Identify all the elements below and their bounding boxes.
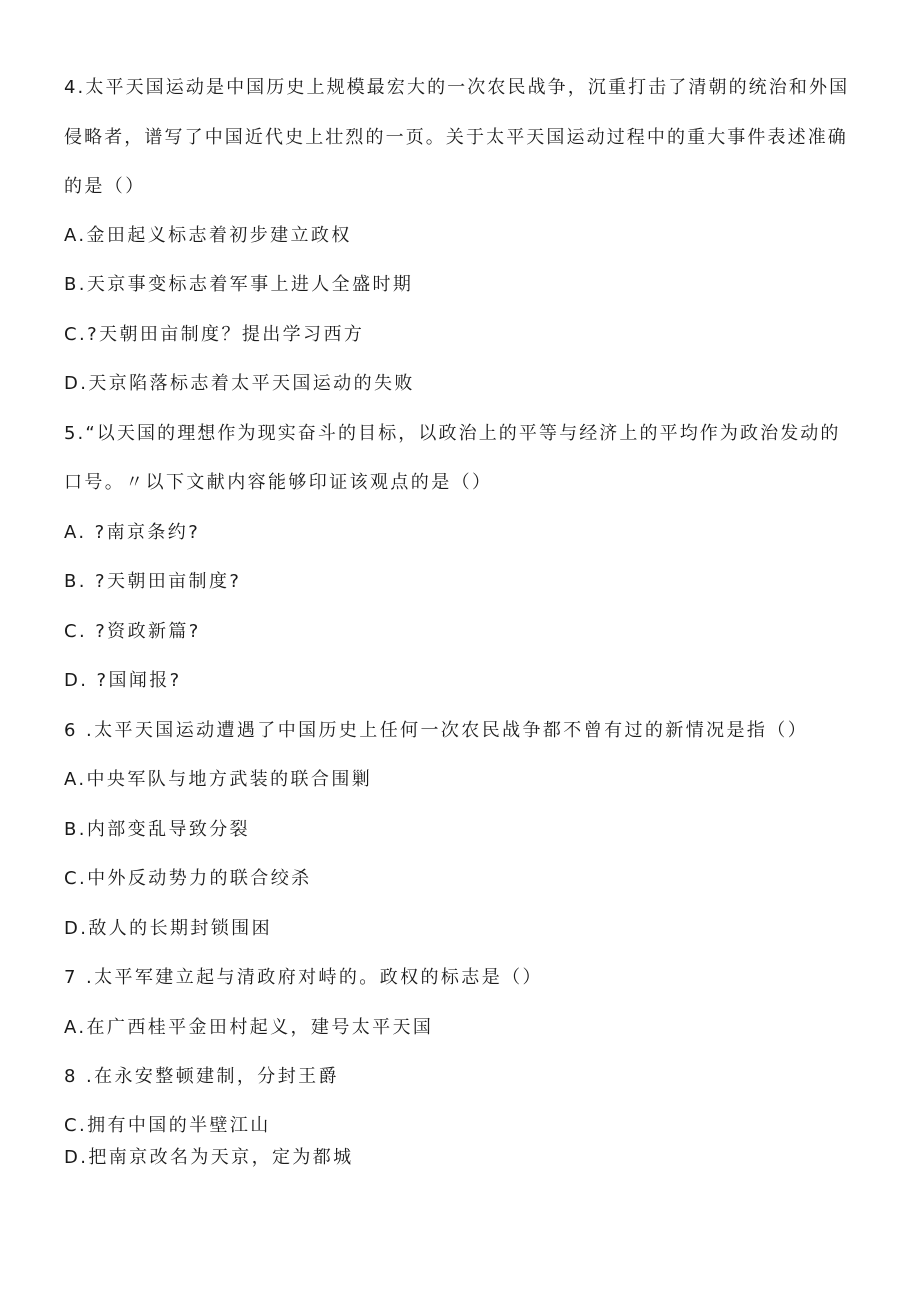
question-7-stem: 7 .太平军建立起与清政府对峙的。政权的标志是（）	[64, 967, 543, 988]
question-5-option-b: B. ?天朝田亩制度?	[64, 571, 242, 592]
question-5-stem-line-1: 5.“以天国的理想作为现实奋斗的目标，以政治上的平等与经济上的平均作为政治发动的	[64, 423, 841, 444]
question-6-option-c: C.中外反动势力的联合绞杀	[64, 868, 312, 889]
question-6-option-d: D.敌人的长期封锁围困	[64, 918, 272, 939]
question-5-option-a: A. ?南京条约?	[64, 522, 201, 543]
question-7-option-a: A.在广西桂平金田村起义，建号太平天国	[64, 1017, 434, 1038]
question-4-option-c: C.?天朝田亩制度？提出学习西方	[64, 324, 365, 345]
question-4-stem-line-2: 侵略者，谱写了中国近代史上壮烈的一页。关于太平天国运动过程中的重大事件表述准确	[64, 127, 848, 148]
question-4-option-b: B.天京事变标志着军事上进人全盛时期	[64, 274, 414, 295]
question-4-stem-line-3: 的是（）	[64, 176, 146, 197]
question-4-option-a: A.金田起义标志着初步建立政权	[64, 225, 352, 246]
question-5-option-d: D. ?国闻报?	[64, 670, 182, 691]
question-5-option-c: C. ?资政新篇?	[64, 621, 201, 642]
question-7-option-b: 8 .在永安整顿建制，分封王爵	[64, 1066, 339, 1087]
question-6-option-b: B.内部变乱导致分裂	[64, 819, 251, 840]
question-4-option-d: D.天京陷落标志着太平天国运动的失败	[64, 373, 415, 394]
question-5-stem-line-2: 口号。〃以下文献内容能够印证该观点的是（）	[64, 472, 493, 493]
question-7-option-c: C.拥有中国的半壁江山	[64, 1115, 271, 1136]
question-6-stem: 6 .太平天国运动遭遇了中国历史上任何一次农民战争都不曾有过的新情况是指（）	[64, 720, 809, 741]
question-7-option-d: D.把南京改名为天京，定为都城	[64, 1147, 354, 1168]
question-6-option-a: A.中央军队与地方武装的联合围剿	[64, 769, 373, 790]
question-4-stem-line-1: 4.太平天国运动是中国历史上规模最宏大的一次农民战争，沉重打击了清朝的统治和外国	[64, 77, 850, 98]
